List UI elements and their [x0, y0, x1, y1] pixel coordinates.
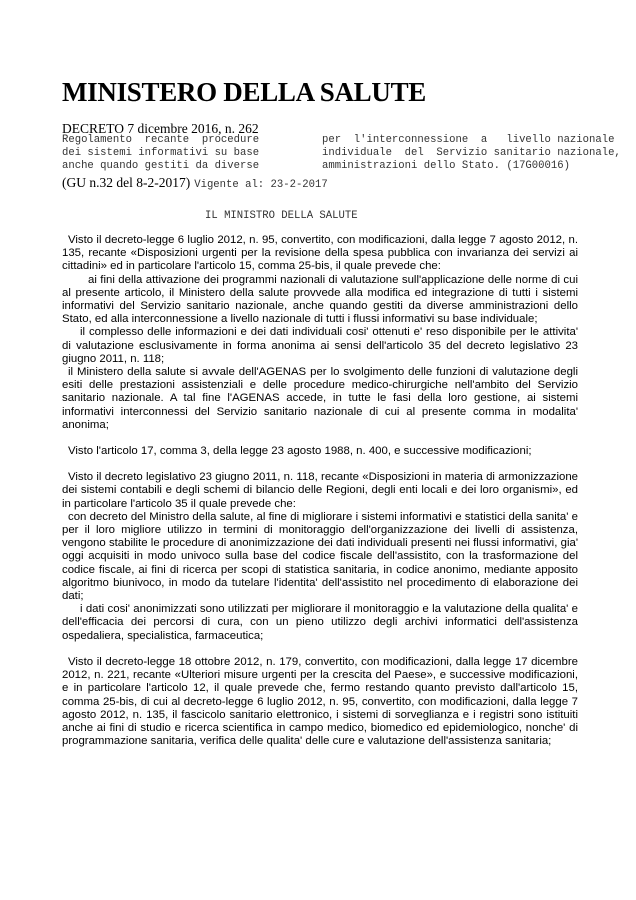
decree-body: [62, 234, 578, 748]
gu-number: (GU n.32 del 8-2-2017): [62, 175, 191, 190]
paragraph: Visto il decreto-legge 18 ottobre 2012, n. 179, convertito, con modificazioni, dalla legge 17 dicembre 2012, n. 221, recante «Ulteriori misure urgenti per la crescita del Paese», e successive modificazioni, e in particolare l'articolo 12, il quale prevede che, fermo restando quanto previsto dall'articolo 15, comma 25-bis, di cui al decreto-legge 6 luglio 2012, n. 95, convertito, con modificazioni, dalla legge 7 agosto 2012, n. 135, il fascicolo sanitario elettronico, i sistemi di sorveglianza e i registri sono istituiti anche ai fini di studio e ricerca scientifica in campo medico, biomedico ed epidemiologico, nonche' di programmazione sanitaria, verifica delle qualita' delle cure e valutazione dell'assistenza sanitaria;: [62, 655, 578, 748]
gazzetta-reference: [62, 175, 328, 191]
page-title: MINISTERO DELLA SALUTE: [62, 77, 427, 107]
regolamento-right-line: amministrazioni dello Stato. (17G00016): [322, 160, 570, 172]
paragraph: i dati cosi' anonimizzati sono utilizzati per migliorare il monitoraggio e la valutazione della qualita' e dell'efficacia dei percorsi di cura, con un pieno utilizzo degli archivi informatici dell'assistenza ospedaliera, specialistica, farmaceutica;: [62, 603, 578, 642]
paragraph: il complesso delle informazioni e dei dati individuali cosi' ottenuti e' reso disponibile per le attivita' di valutazione esclusivamente in forma anonima ai sensi dell'articolo 35 del decreto legislativo 23 giugno 2011, n. 118;: [62, 326, 578, 365]
vigente-date: Vigente al: 23-2-2017: [194, 179, 328, 191]
paragraph: ai fini della attivazione dei programmi nazionali di valutazione sull'applicazione delle norme di cui al presente articolo, il Ministero della salute provvede alla modifica ed integrazione di tutti i sistemi informativi del Servizio sanitario nazionale, anche quando gestiti da diverse amministrazioni dello Stato, ed alla interconnessione a livello nazionale di tutti i flussi informativi su base individuale;: [62, 273, 578, 326]
paragraph: Visto il decreto-legge 6 luglio 2012, n. 95, convertito, con modificazioni, dalla legge 7 agosto 2012, n. 135, recante «Disposizioni urgenti per la revisione della spesa pubblica con invarianza dei servizi ai cittadini» ed in particolare l'articolo 15, comma 25-bis, il quale prevede che:: [62, 234, 578, 273]
paragraph: Visto l'articolo 17, comma 3, della legge 23 agosto 1988, n. 400, e successive modificazioni;: [68, 445, 532, 458]
regolamento-left-column: [62, 134, 259, 173]
paragraph: il Ministero della salute si avvale dell'AGENAS per lo svolgimento delle funzioni di valutazione degli esiti delle prestazioni assistenziali e delle procedure medico-chirurgiche nell'ambito del Servizio sanitario nazionale. A tal fine l'AGENAS accede, in tutte le fasi della loro gestione, ai sistemi informativi interconnessi del Servizio sanitario nazionale di cui al presente comma in modalita' anonima;: [62, 366, 578, 431]
regolamento-left-line: anche quando gestiti da diverse: [62, 160, 260, 172]
regolamento-right-column: [322, 134, 621, 173]
regolamento-right-line: per l'interconnessione a livello nazionale: [322, 134, 615, 146]
regolamento-right-line: individuale del Servizio sanitario nazionale,: [322, 147, 621, 159]
paragraph: con decreto del Ministro della salute, al fine di migliorare i sistemi informativi e statistici della sanita' e per il loro migliore utilizzo in termini di monitoraggio dell'organizzazione dei livelli di assistenza, vengono stabilite le procedure di anonimizzazione dei dati individuali presenti nei flussi informativi, gia' oggi acquisiti in modo univoco sulla base del codice fiscale dell'assistito, con la trasformazione del codice fiscale, ai fini di ricerca per scopi di statistica sanitaria, in codice anonimo, mediante apposito algoritmo biunivoco, in modo da tutelare l'identita' dell'assistito nel procedimento di elaborazione dei dati;: [62, 510, 578, 603]
ministro-heading: IL MINISTRO DELLA SALUTE: [205, 210, 358, 222]
decreto-heading: DECRETO 7 dicembre 2016, n. 262: [62, 121, 259, 136]
paragraph: Visto il decreto legislativo 23 giugno 2011, n. 118, recante «Disposizioni in materia di armonizzazione dei sistemi contabili e degli schemi di bilancio delle Regioni, degli enti locali e dei loro organismi», ed in particolare l'articolo 35 il quale prevede che:: [62, 471, 578, 510]
regolamento-left-line: dei sistemi informativi su base: [62, 147, 260, 159]
regolamento-left-line: Regolamento recante procedure: [62, 134, 260, 146]
